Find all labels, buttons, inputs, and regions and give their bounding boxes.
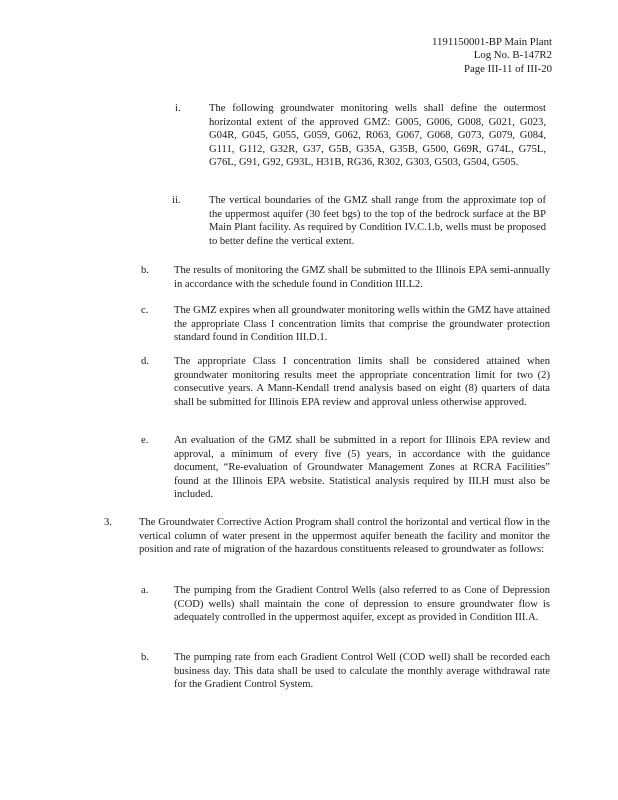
facility-id: 1191150001-BP Main Plant xyxy=(432,36,552,48)
item-i-text: The following groundwater monitoring wells shall define the outermost horizontal extent of the approved GMZ: G005, G006, G008, G021, G023, G04R, G045, G055, G059, G062, R063, G067, G068, G073, G079, G084, G111, G112, G32R, G37, G5B, G35A, G35B, G500, G69R, G74L, G75L, G76L, G91, G92, G93L, H31B, RG36, R302, G303, G503, G504, G505. xyxy=(209,103,546,169)
item-b-marker: b. xyxy=(141,265,149,276)
item-3a-text: The pumping from the Gradient Control Wells (also referred to as Cone of Depression (COD) wells) shall maintain the cone of depression to ensure groundwater flow is adequately controlled in the uppermost aquifer, except as provided in Condition III.A. xyxy=(174,585,550,624)
item-ii-marker: ii. xyxy=(172,195,181,206)
item-c-marker: c. xyxy=(141,305,149,316)
item-e-marker: e. xyxy=(141,435,149,446)
item-3b-text: The pumping rate from each Gradient Control Well (COD well) shall be recorded each business day. This data shall be used to calculate the monthly average withdrawal rate for the Gradient Control System. xyxy=(174,652,550,691)
item-3b-marker: b. xyxy=(141,652,149,663)
item-d-marker: d. xyxy=(141,356,149,367)
item-d-text: The appropriate Class I concentration limits shall be considered attained when groundwater monitoring results meet the appropriate concentration limit for two (2) consecutive years. A Mann-Kendall trend analysis based on eight (8) quarters of data shall be submitted for Illinois EPA review and approval unless otherwise approved. xyxy=(174,356,550,408)
page-header xyxy=(432,36,552,76)
item-e-text: An evaluation of the GMZ shall be submitted in a report for Illinois EPA review and approval, a minimum of every five (5) years, in accordance with the guidance document, “Re-evaluation of Groundwater Management Zones at RCRA Facilities” found at the Illinois EPA website. Statistical analysis required by III.H must also be included. xyxy=(174,435,550,501)
item-ii-text: The vertical boundaries of the GMZ shall range from the approximate top of the uppermost aquifer (30 feet bgs) to the top of the bedrock surface at the BP Main Plant facility. As required by Condition IV.C.1.b, wells must be proposed to better define the vertical extent. xyxy=(209,195,546,247)
item-i-marker: i. xyxy=(175,103,181,114)
item-3-text: The Groundwater Corrective Action Program shall control the horizontal and vertical flow in the vertical column of water present in the uppermost aquifer beneath the facility and monitor the position and rate of migration of the hazardous constituents released to groundwater as follows: xyxy=(139,517,550,556)
item-3-marker: 3. xyxy=(104,517,112,528)
item-b-text: The results of monitoring the GMZ shall be submitted to the Illinois EPA semi-annually in accordance with the schedule found in Condition III.L2. xyxy=(174,265,550,290)
item-3a-marker: a. xyxy=(141,585,149,596)
log-number: Log No. B-147R2 xyxy=(473,49,552,62)
page-number: Page III-11 of III-20 xyxy=(463,62,552,75)
item-c-text: The GMZ expires when all groundwater monitoring wells within the GMZ have attained the appropriate Class I concentration limits that comprise the groundwater protection standard found in Condition III.D.1. xyxy=(174,305,550,344)
